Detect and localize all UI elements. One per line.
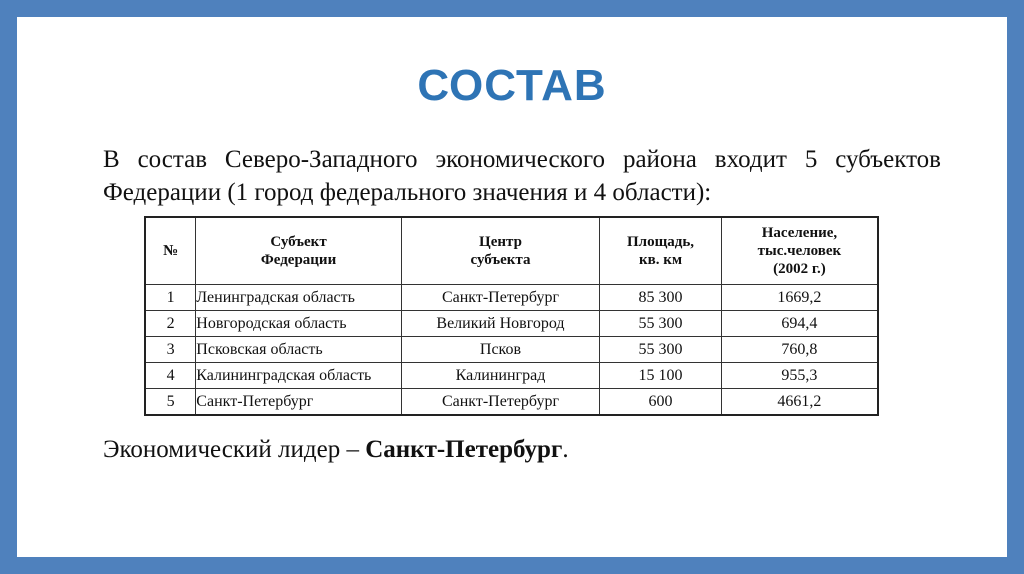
intro-paragraph bbox=[103, 143, 941, 209]
cell-subject: Санкт-Петербург bbox=[196, 389, 402, 416]
cell-population: 4661,2 bbox=[721, 389, 878, 416]
table-row bbox=[145, 285, 878, 311]
footer-suffix: . bbox=[562, 436, 569, 463]
cell-subject: Калининградская область bbox=[196, 363, 402, 389]
cell-area: 85 300 bbox=[600, 285, 722, 311]
header-population: Население, тыс.человек (2002 г.) bbox=[721, 217, 878, 285]
cell-area: 15 100 bbox=[600, 363, 722, 389]
cell-subject: Новгородская область bbox=[196, 311, 402, 337]
table-row bbox=[145, 363, 878, 389]
table-header-row bbox=[145, 217, 878, 285]
cell-center: Калининград bbox=[401, 363, 599, 389]
cell-population: 694,4 bbox=[721, 311, 878, 337]
cell-number: 3 bbox=[145, 337, 196, 363]
cell-center: Великий Новгород bbox=[401, 311, 599, 337]
cell-center: Санкт-Петербург bbox=[401, 389, 599, 416]
table-row bbox=[145, 337, 878, 363]
table-row bbox=[145, 389, 878, 416]
footer-prefix: Экономический лидер – bbox=[103, 436, 366, 463]
slide-title: СОСТАВ bbox=[417, 61, 607, 110]
subjects-table bbox=[144, 216, 879, 416]
cell-center: Санкт-Петербург bbox=[401, 285, 599, 311]
cell-number: 4 bbox=[145, 363, 196, 389]
cell-center: Псков bbox=[401, 337, 599, 363]
table-row bbox=[145, 311, 878, 337]
header-number: № bbox=[145, 217, 196, 285]
header-center: Центр субъекта bbox=[401, 217, 599, 285]
intro-line-2: Федерации (1 город федерального значения и 4 области): bbox=[103, 179, 712, 206]
cell-area: 55 300 bbox=[600, 311, 722, 337]
cell-population: 1669,2 bbox=[721, 285, 878, 311]
cell-population: 760,8 bbox=[721, 337, 878, 363]
cell-number: 2 bbox=[145, 311, 196, 337]
cell-subject: Псковская область bbox=[196, 337, 402, 363]
slide bbox=[17, 17, 1007, 557]
cell-number: 5 bbox=[145, 389, 196, 416]
header-subject: Субъект Федерации bbox=[196, 217, 402, 285]
cell-area: 600 bbox=[600, 389, 722, 416]
cell-subject: Ленинградская область bbox=[196, 285, 402, 311]
cell-area: 55 300 bbox=[600, 337, 722, 363]
economic-leader: Санкт-Петербург bbox=[365, 436, 563, 463]
cell-number: 1 bbox=[145, 285, 196, 311]
intro-line-1: В состав Северо-Западного экономического района входит 5 субъектов bbox=[103, 146, 941, 173]
footer-paragraph bbox=[103, 433, 569, 466]
header-area: Площадь, кв. км bbox=[600, 217, 722, 285]
cell-population: 955,3 bbox=[721, 363, 878, 389]
